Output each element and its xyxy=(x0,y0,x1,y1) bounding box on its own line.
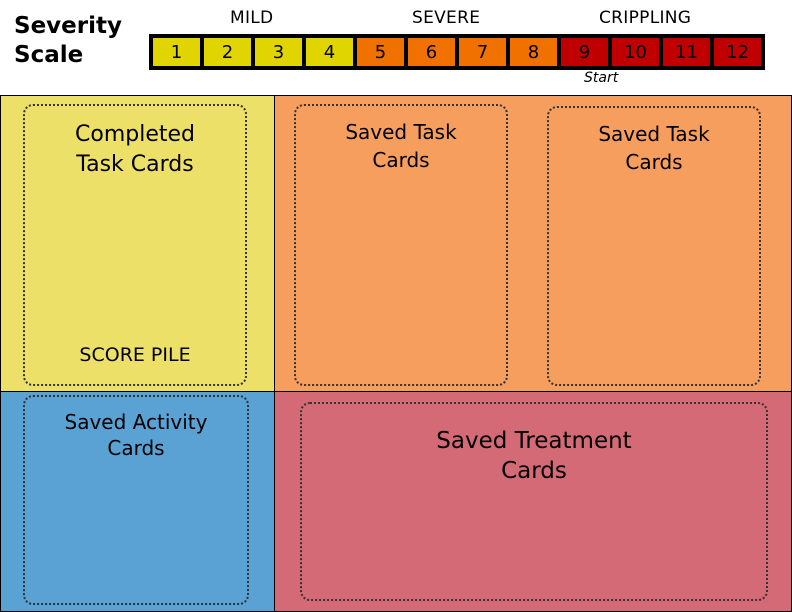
saved-activity-slot[interactable] xyxy=(23,395,249,605)
saved-treatment-label-line-2: Cards xyxy=(501,458,567,484)
saved-task-2-label-line-1: Saved Task xyxy=(598,122,710,146)
start-marker-label: Start xyxy=(584,70,619,86)
severity-cell-10[interactable]: 10 xyxy=(612,38,659,66)
score-pile-label: SCORE PILE xyxy=(79,344,191,366)
saved-treatment-slot[interactable] xyxy=(300,402,768,601)
category-severe: SEVERE xyxy=(412,8,481,28)
category-mild: MILD xyxy=(230,8,274,28)
severity-cell-6[interactable]: 6 xyxy=(408,38,455,66)
saved-task-zone xyxy=(274,95,792,392)
severity-cell-8[interactable]: 8 xyxy=(510,38,557,66)
severity-cell-5[interactable]: 5 xyxy=(357,38,404,66)
severity-cell-2[interactable]: 2 xyxy=(204,38,251,66)
severity-scale-track xyxy=(149,34,765,70)
saved-activity-zone xyxy=(0,391,275,612)
saved-activity-label-line-1: Saved Activity xyxy=(64,410,208,434)
saved-task-2-label-line-2: Cards xyxy=(625,150,683,174)
severity-cell-11[interactable]: 11 xyxy=(663,38,710,66)
saved-treatment-label-line-1: Saved Treatment xyxy=(436,428,632,454)
severity-cell-7[interactable]: 7 xyxy=(459,38,506,66)
title-line-1: Severity xyxy=(14,13,122,39)
saved-treatment-zone xyxy=(274,391,792,612)
severity-cell-12[interactable]: 12 xyxy=(714,38,761,66)
saved-task-1-label-line-1: Saved Task xyxy=(345,120,457,144)
severity-scale-title xyxy=(14,12,154,70)
saved-activity-label-line-2: Cards xyxy=(107,436,165,460)
completed-zone xyxy=(0,95,275,392)
severity-cell-9[interactable]: 9 xyxy=(561,38,608,66)
completed-label-line-2: Task Cards xyxy=(76,152,194,177)
saved-task-slot-1[interactable] xyxy=(294,104,508,386)
saved-task-1-label-line-2: Cards xyxy=(372,148,430,172)
severity-cell-4[interactable]: 4 xyxy=(306,38,353,66)
score-pile-drop-area[interactable] xyxy=(23,104,247,386)
title-line-2: Scale xyxy=(14,42,84,68)
severity-cell-3[interactable]: 3 xyxy=(255,38,302,66)
saved-task-slot-2[interactable] xyxy=(547,106,761,386)
severity-cell-1[interactable]: 1 xyxy=(153,38,200,66)
category-crippling: CRIPPLING xyxy=(599,8,692,28)
completed-label-line-1: Completed xyxy=(75,122,195,147)
